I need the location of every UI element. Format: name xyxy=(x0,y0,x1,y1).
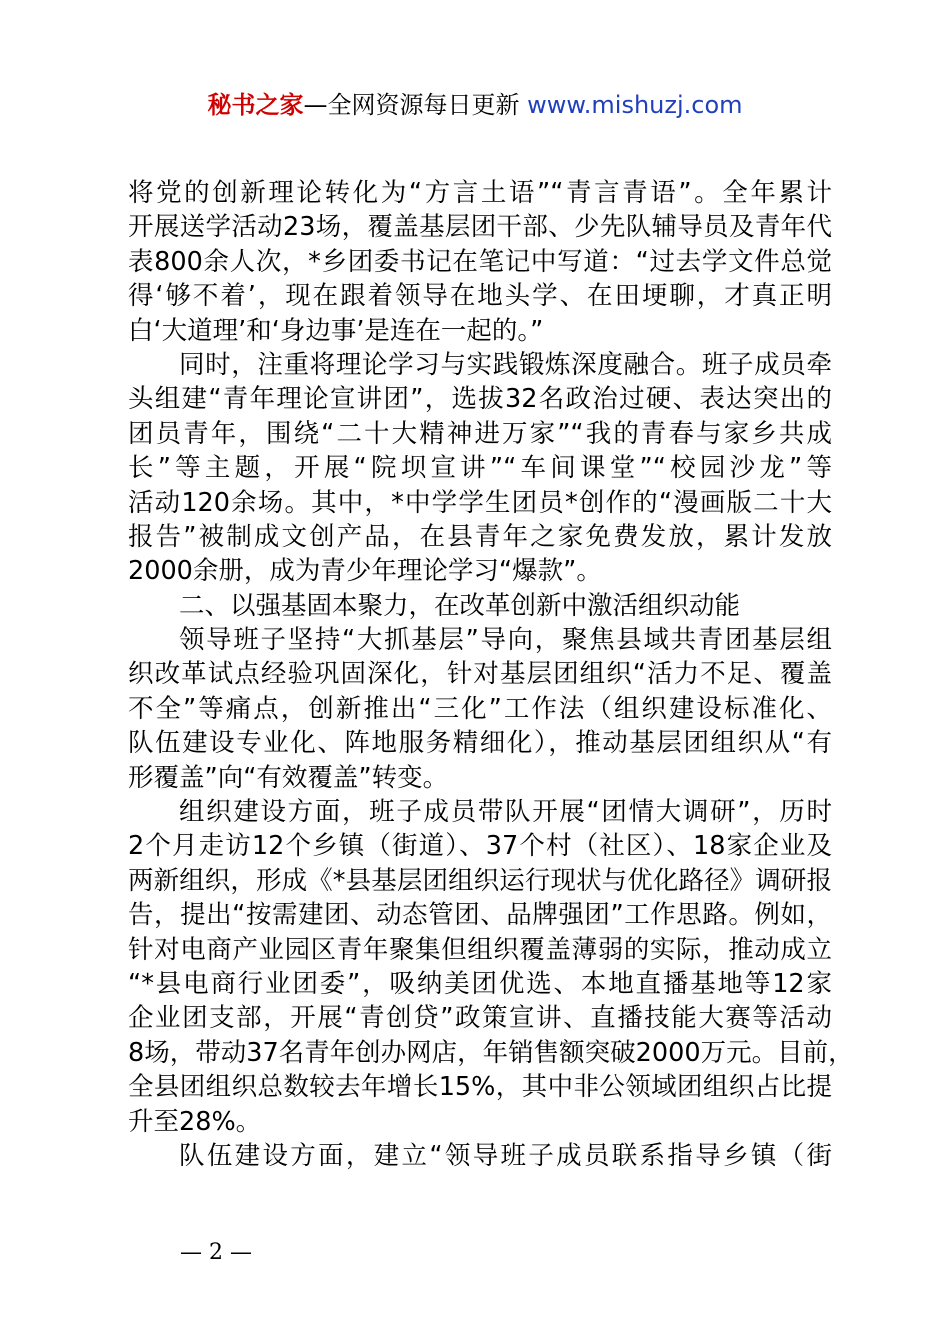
text-line: 两新组织，形成《*县基层团组织运行现状与优化路径》调研报 xyxy=(128,865,832,896)
text-line: 全县团组织总数较去年增长15%，其中非公领域团组织占比提 xyxy=(128,1072,832,1103)
text-line: 报告”被制成文创产品，在县青年之家免费发放，累计发放 xyxy=(128,521,832,552)
text-line: 队伍建设专业化、阵地服务精细化），推动基层团组织从“有 xyxy=(128,728,832,759)
text-line: 将党的创新理论转化为“方言土语”“青言青语”。全年累计 xyxy=(128,178,832,208)
document-body xyxy=(128,176,854,1173)
site-url[interactable]: www.mishuzj.com xyxy=(527,91,743,119)
header-tagline: —全网资源每日更新 xyxy=(303,91,528,119)
text-line: 企业团支部，开展“青创贷”政策宣讲、直播技能大赛等活动 xyxy=(128,1003,832,1034)
text-line: 针对电商产业园区青年聚集但组织覆盖薄弱的实际，推动成立 xyxy=(128,934,832,965)
text-line: 8场，带动37名青年创办网店，年销售额突破2000万元。目前， xyxy=(128,1037,854,1068)
text-line: 团员青年，围绕“二十大精神进万家”“我的青春与家乡共成 xyxy=(128,418,832,449)
text-line: 得‘够不着’，现在跟着领导在地头学、在田埂聊，才真正明 xyxy=(128,281,832,312)
text-line: 2000余册，成为青少年理论学习“爆款”。 xyxy=(128,556,602,587)
site-header xyxy=(0,88,950,122)
text-line: 织改革试点经验巩固深化，针对基层团组织“活力不足、覆盖 xyxy=(128,659,832,690)
page-number: — 2 — xyxy=(180,1240,252,1265)
text-line: 告，提出“按需建团、动态管团、品牌强团”工作思路。例如， xyxy=(128,900,832,931)
text-line: “*县电商行业团委”，吸纳美团优选、本地直播基地等12家 xyxy=(128,968,832,999)
text-line: 头组建“青年理论宣讲团”，选拔32名政治过硬、表达突出的 xyxy=(128,384,832,415)
text-line: 活动120余场。其中，*中学学生团员*创作的“漫画版二十大 xyxy=(128,487,832,518)
text-line: 领导班子坚持“大抓基层”导向，聚焦县域共青团基层组 xyxy=(179,625,832,656)
text-line: 队伍建设方面，建立“领导班子成员联系指导乡镇（街 xyxy=(179,1140,832,1171)
text-line: 不全”等痛点，创新推出“三化”工作法（组织建设标准化、 xyxy=(128,693,832,724)
section-heading: 二、以强基固本聚力，在改革创新中激活组织动能 xyxy=(179,590,741,621)
text-line: 同时，注重将理论学习与实践锻炼深度融合。班子成员牵 xyxy=(179,349,832,380)
text-line: 表800余人次，*乡团委书记在笔记中写道：“过去学文件总觉 xyxy=(128,246,832,277)
text-line: 2个月走访12个乡镇（街道）、37个村（社区）、18家企业及 xyxy=(128,831,832,862)
text-line: 白‘大道理’和‘身边事’是连在一起的。” xyxy=(128,315,544,346)
text-line: 升至28%。 xyxy=(128,1106,262,1137)
text-line: 组织建设方面，班子成员带队开展“团情大调研”，历时 xyxy=(179,797,832,828)
text-line: 长”等主题，开展“院坝宣讲”“车间课堂”“校园沙龙”等 xyxy=(128,453,832,484)
brand-name: 秘书之家 xyxy=(207,91,304,119)
text-line: 形覆盖”向“有效覆盖”转变。 xyxy=(128,762,449,793)
text-line: 开展送学活动23场，覆盖基层团干部、少先队辅导员及青年代 xyxy=(128,212,832,243)
